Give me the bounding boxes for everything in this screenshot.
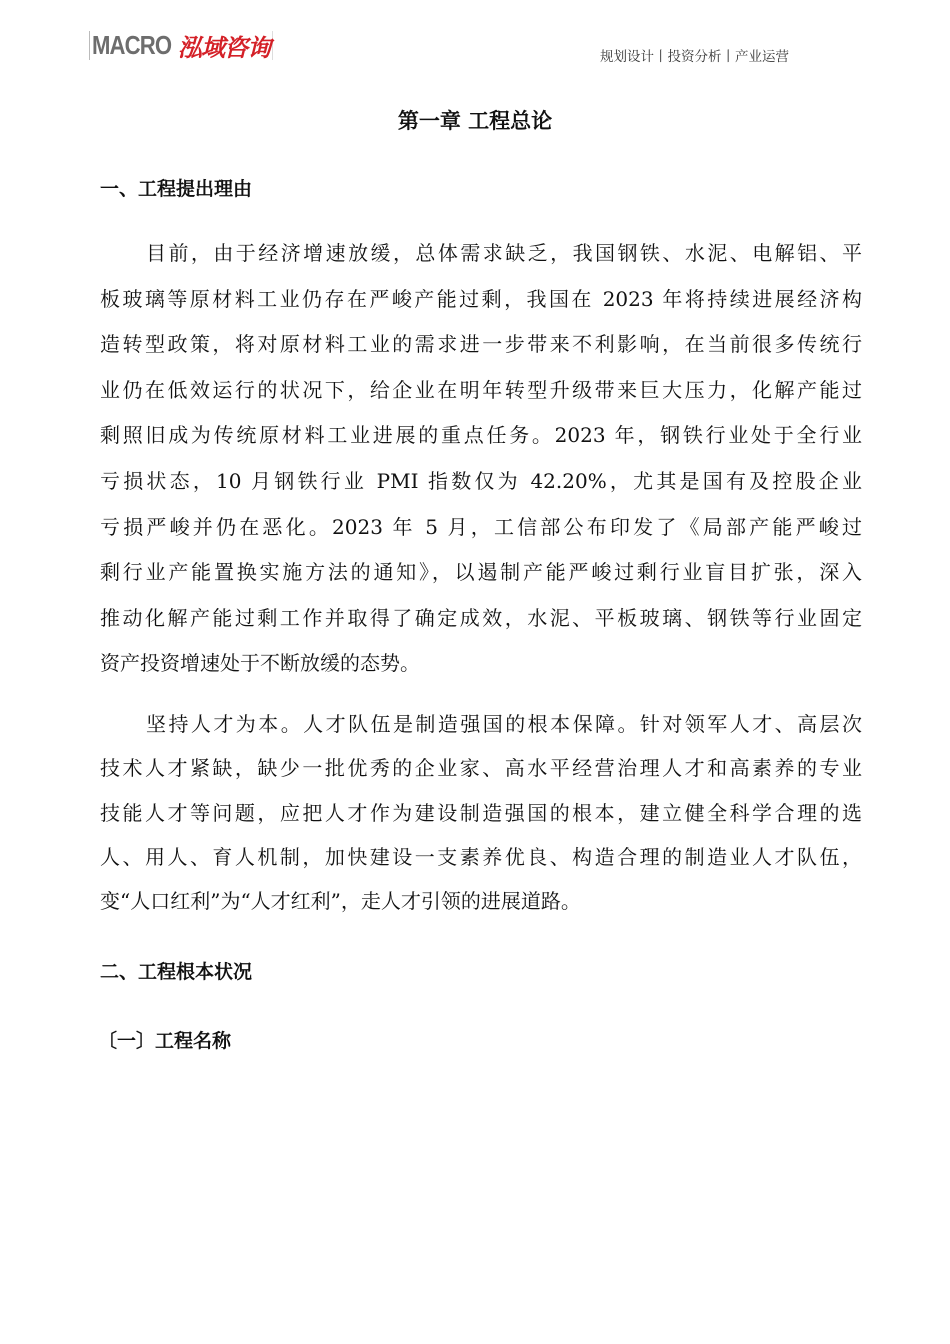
paragraph-line: 目前，由于经济增速放缓，总体需求缺乏，我国钢铁、水泥、电解铝、平 xyxy=(146,241,862,265)
paragraph-line: 亏损严峻并仍在恶化。2023 年 5 月，工信部公布印发了《局部产能严峻过 xyxy=(100,514,862,539)
paragraph-line: 坚持人才为本。人才队伍是制造强国的根本保障。针对领军人才、高层次 xyxy=(146,712,862,736)
paragraph-line: 剩行业产能置换实施方法的通知》，以遏制产能严峻过剩行业盲目扩张，深入 xyxy=(100,560,862,585)
paragraph-line: 业仍在低效运行的状况下，给企业在明年转型升级带来巨大压力，化解产能过 xyxy=(100,377,862,402)
paragraph-line: 人、用人、育人机制，加快建设一支素养优良、构造合理的制造业人才队伍， xyxy=(100,844,862,869)
section-heading-1: 一、工程提出理由 xyxy=(100,178,253,200)
paragraph-line: 造转型政策，将对原材料工业的需求进一步带来不利影响，在当前很多传统行 xyxy=(100,332,862,357)
paragraph-line: 板玻璃等原材料工业仍存在严峻产能过剩，我国在 2023 年将持续进展经济构 xyxy=(100,286,862,311)
paragraph-line: 资产投资增速处于不断放缓的态势。 xyxy=(100,651,420,676)
header-tagline: 规划设计丨投资分析丨产业运营 xyxy=(600,49,789,65)
paragraph-line: 亏损状态，10 月钢铁行业 PMI 指数仅为 42.20%，尤其是国有及控股企业 xyxy=(100,469,862,493)
company-logo xyxy=(89,31,273,60)
chapter-title: 第一章 工程总论 xyxy=(397,109,553,133)
logo-text-en: MACRO xyxy=(92,30,172,60)
paragraph-line: 技术人才紧缺，缺少一批优秀的企业家、高水平经营治理人才和高素养的专业 xyxy=(100,756,862,781)
subsection-heading-1: 〔一〕工程名称 xyxy=(98,1030,232,1052)
logo-text-cn: 泓域咨询 xyxy=(178,34,270,62)
section-heading-2: 二、工程根本状况 xyxy=(100,961,253,983)
paragraph-line: 变“人口红利”为“人才红利”，走人才引领的进展道路。 xyxy=(100,889,581,914)
paragraph-line: 推动化解产能过剩工作并取得了确定成效，水泥、平板玻璃、钢铁等行业固定 xyxy=(100,605,862,630)
paragraph-line: 剩照旧成为传统原材料工业进展的重点任务。2023 年，钢铁行业处于全行业 xyxy=(100,423,862,448)
paragraph-line: 技能人才等问题，应把人才作为建设制造强国的根本，建立健全科学合理的选 xyxy=(100,800,862,825)
